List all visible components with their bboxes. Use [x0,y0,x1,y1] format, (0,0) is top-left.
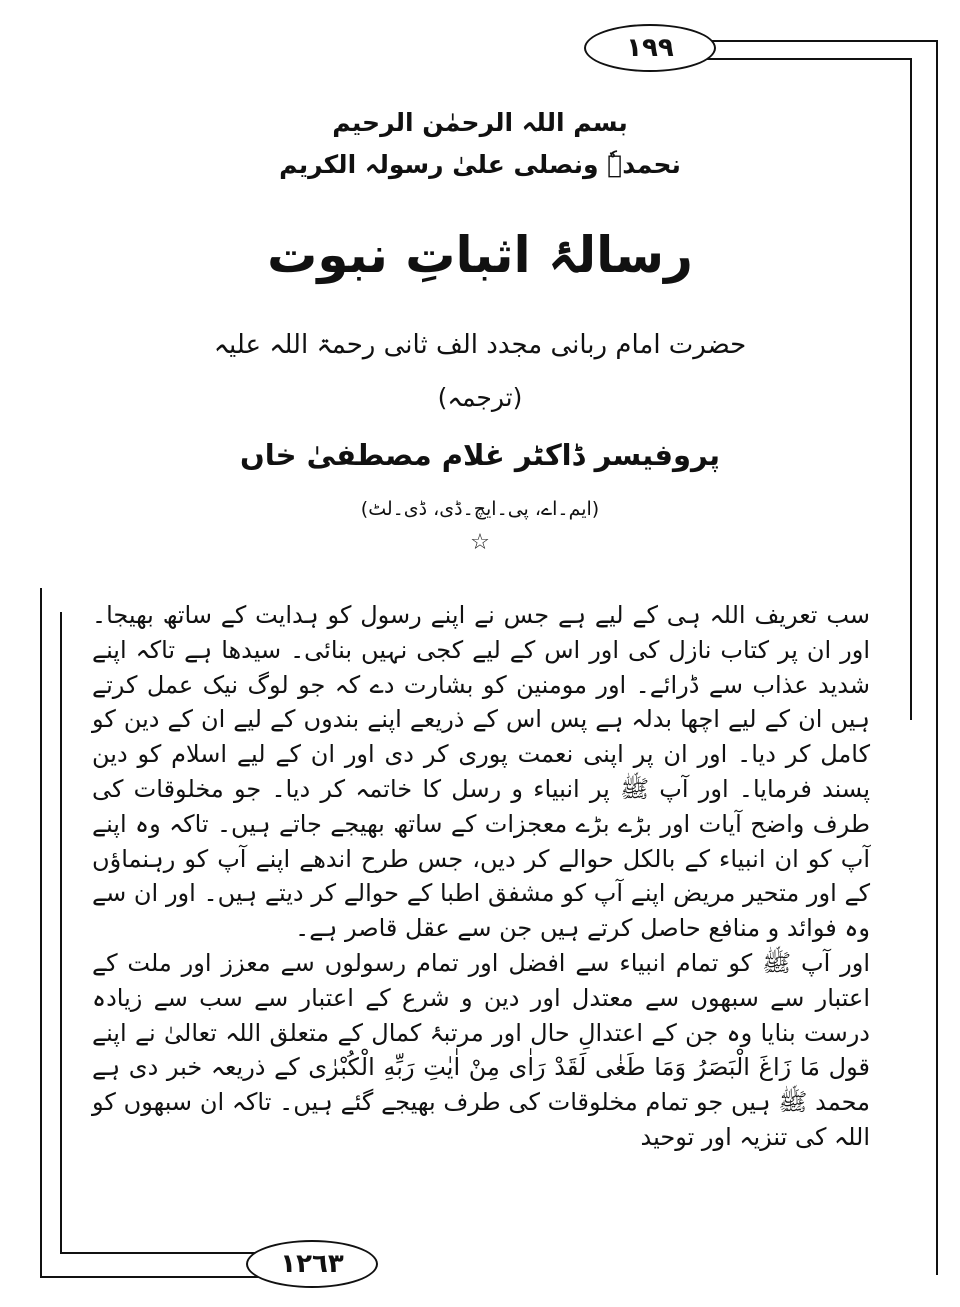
translation-label: (ترجمہ) [437,383,523,412]
translator-name: پروفیسر ڈاکٹر غلام مصطفیٰ خاں [240,438,720,472]
page-number-bottom: ١٢٦٣ [246,1240,378,1288]
frame-right-inner-line [910,60,912,720]
page-number-top: ١٩٩ [584,24,716,72]
frame-bottom-inner-line [60,1252,260,1254]
paragraph-2: اور آپ ﷺ کو تمام انبیاء سے افضل اور تمام رسولوں سے معزز اور ملت کے اعتبار سے سبھوں سے معتدل اور دین و شرع کے اعتبار سے سب سے زیادہ درست بنایا وہ جن کے اعتدالِ حال اور مرتبۂ کمال کے متعلق اللہ تعالیٰ نے اپنے قول مَا زَاغَ الْبَصَرُ وَمَا طَغٰی لَقَدْ رَاٰی مِنْ اٰیٰتِ رَبِّهِ الْكُبْرٰی کے ذریعہ خبر دی ہے محمد ﷺ ہیں جو تمام مخلوقات کی طرف بھیجے گئے ہیں۔ تاکہ ان سبھوں کو اللہ کی تنزیہ اور توحید [92,948,870,1151]
body-text [92,598,870,1155]
translator-degrees: (ایم۔اے، پی۔ایچ۔ڈی، ڈی۔لٹ) [360,498,600,520]
author-line: حضرت امام ربانی مجدد الف ثانی رحمۃ اللہ علیہ [213,330,747,360]
hamd-line: نحمدہٗ ونصلی علیٰ رسولہ الکریم [279,150,681,179]
frame-right-outer-line [936,40,938,1275]
star-divider-icon: ☆ [470,530,490,555]
page-title: رسالۂ اثباتِ نبوت [267,226,693,284]
paragraph-1: سب تعریف اللہ ہی کے لیے ہے جس نے اپنے رسول کو ہدایت کے ساتھ بھیجا۔ اور ان پر کتاب نازل کی اور اس کے لیے کجی نہیں بنائی۔ سیدھا ہے تاکہ اپنے شدید عذاب سے ڈرائے۔ اور مومنین کو بشارت دے کہ جو لوگ نیک عمل کرتے ہیں ان کے لیے اچھا بدلہ ہے پس اس کے ذریعے اپنے بندوں کے لیے ان کے دین کو کامل کر دیا۔ اور ان پر اپنی نعمت پوری کر دی اور ان کے لیے اسلام کو دین پسند فرمایا۔ اور آپ ﷺ پر انبیاء و رسل کا خاتمہ کر دیا۔ جو مخلوقات کی طرف واضح آیات اور بڑے بڑے معجزات کے ساتھ بھیجے جاتے ہیں۔ تاکہ وہ اپنے آپ کو ان انبیاء کے بالکل حوالے کر دیں، جس طرح اندھے اپنے آپ کو رہنماؤں کے اور متحیر مریض اپنے آپ کو مشفق اطبا کے حوالے کر دیتے ہیں۔ اور ان سے وہ فوائد و منافع حاصل کرتے ہیں جن سے عقل قاصر ہے۔ [92,601,870,943]
bismillah-line: بسم اللہ الرحمٰن الرحیم [332,108,628,137]
frame-left-inner-line [60,612,62,1252]
frame-left-line [40,588,42,1278]
